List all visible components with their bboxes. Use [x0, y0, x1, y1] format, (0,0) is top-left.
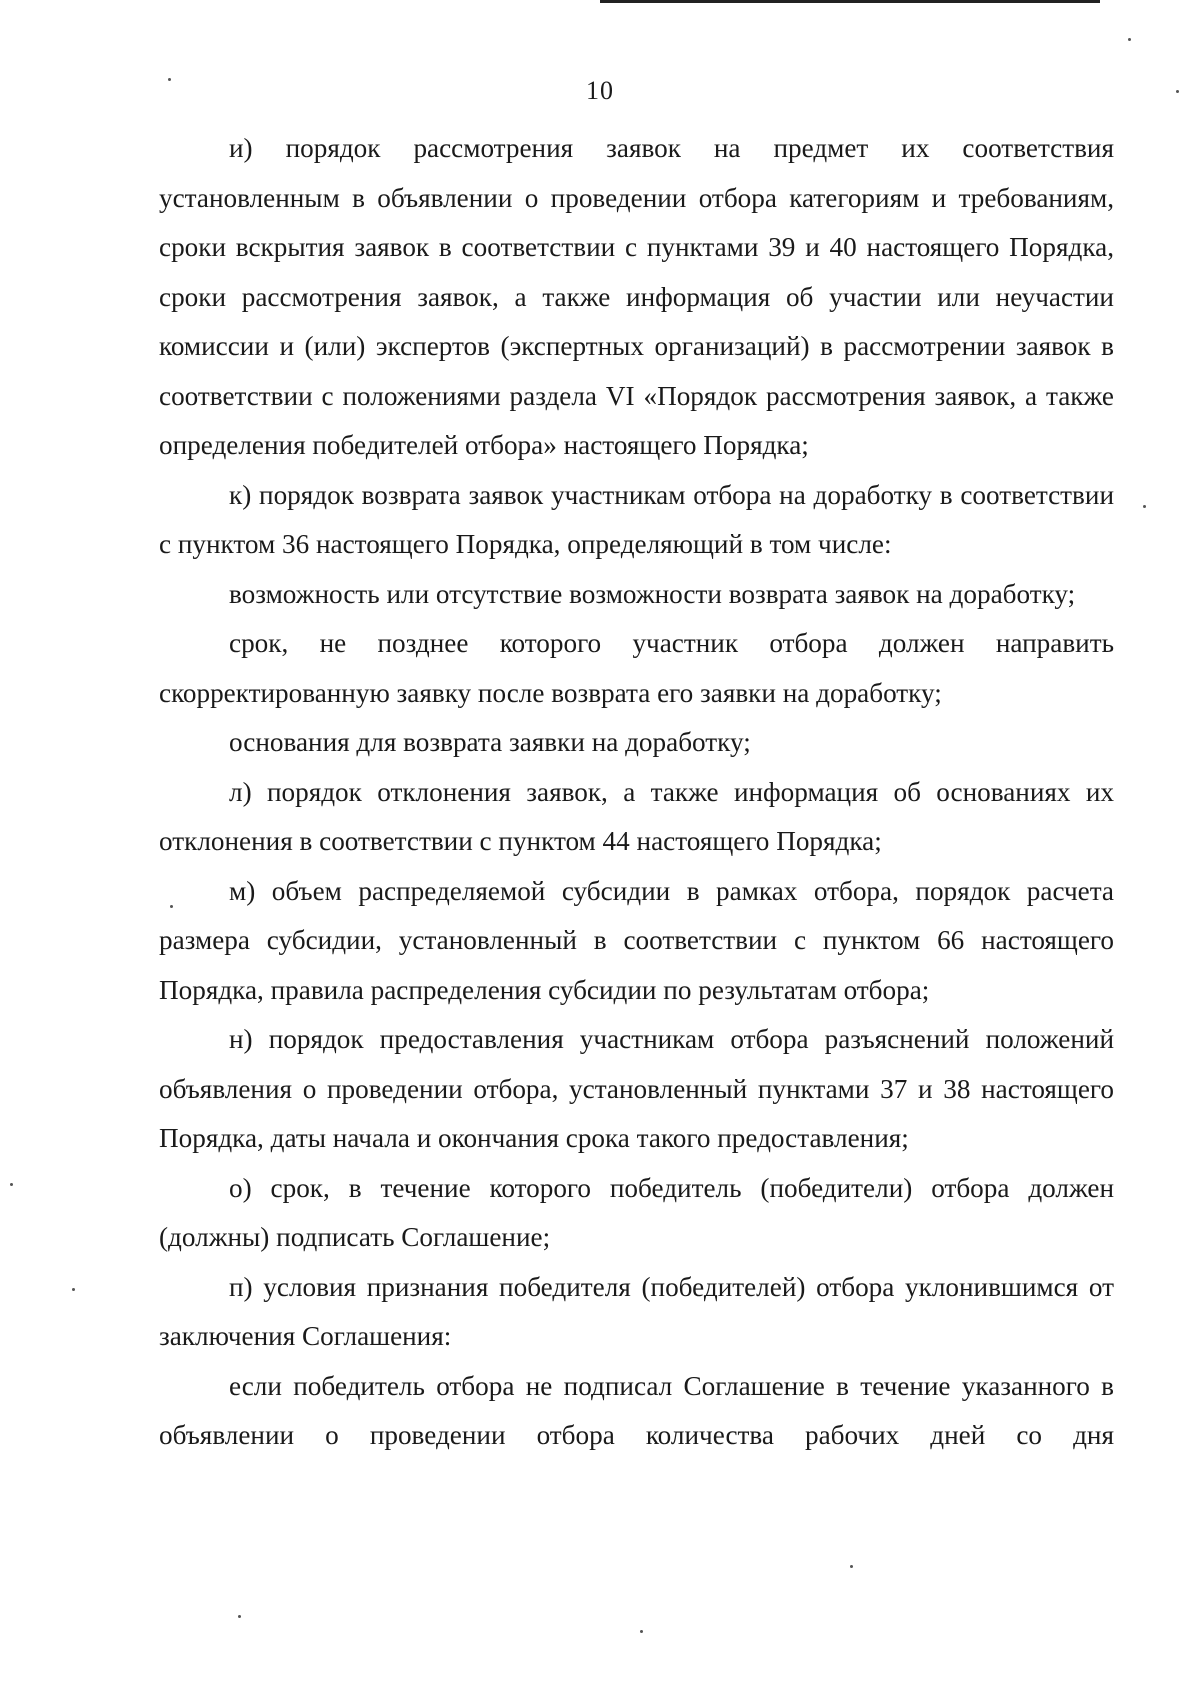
scan-speck — [72, 1288, 75, 1291]
paragraph-return-grounds: основания для возврата заявки на доработку; — [229, 727, 751, 757]
paragraph-return-possibility: возможность или отсутствие возможности возврата заявок на доработку; — [229, 578, 1076, 609]
paragraph-o: о) срок, в течение которого победитель (победители) отбора должен (должны) подписать Соглашение; — [159, 1172, 1114, 1252]
scan-speck — [10, 1183, 13, 1186]
paragraph-n: н) порядок предоставления участникам отбора разъяснений положений объявления о проведении отбора, установленный пунктами 37 и 38 настоящего Порядка, даты начала и окончания срока такого предоставления; — [159, 1024, 1114, 1153]
scan-speck — [850, 1565, 853, 1568]
top-rule — [600, 0, 1100, 3]
document-body — [159, 124, 1114, 1461]
paragraph-resubmit-deadline: срок, не позднее которого участник отбора должен направить скорректированную заявку после возврата его заявки на доработку; — [159, 628, 1114, 708]
scan-speck — [1143, 505, 1146, 508]
scan-speck — [238, 1615, 241, 1618]
scan-speck — [1176, 90, 1179, 93]
scan-speck — [640, 1630, 643, 1633]
page-number: 10 — [586, 76, 614, 105]
paragraph-p: п) условия признания победителя (победителей) отбора уклонившимся от заключения Соглашения: — [159, 1271, 1114, 1351]
paragraph-i: и) порядок рассмотрения заявок на предмет их соответствия установленным в объявлении о проведении отбора категориям и требованиям, сроки вскрытия заявок в соответствии с пунктами 39 и 40 настоящего Порядка, сроки рассмотрения заявок, а также информация об участии или неучастии комиссии и (или) экспертов (экспертных организаций) в рассмотрении заявок в соответствии с положениями раздела VI «Порядок рассмотрения заявок, а также определения победителей отбора» настоящего Порядка; — [159, 133, 1114, 460]
paragraph-m: м) объем распределяемой субсидии в рамках отбора, порядок расчета размера субсидии, установленный в соответствии с пунктом 66 настоящего Порядка, правила распределения субсидии по результатам отбора; — [159, 875, 1114, 1005]
paragraph-k: к) порядок возврата заявок участникам отбора на доработку в соответствии с пунктом 36 настоящего Порядка, определяющий в том числе: — [159, 479, 1114, 559]
paragraph-unsigned-agreement: если победитель отбора не подписал Соглашение в течение указанного в объявлении о проведении отбора количества рабочих дней со дня — [159, 1370, 1114, 1450]
scan-speck — [170, 905, 173, 908]
scan-speck — [168, 78, 171, 81]
paragraph-l: л) порядок отклонения заявок, а также информация об основаниях их отклонения в соответствии с пунктом 44 настоящего Порядка; — [159, 776, 1114, 856]
scan-speck — [1128, 38, 1131, 41]
